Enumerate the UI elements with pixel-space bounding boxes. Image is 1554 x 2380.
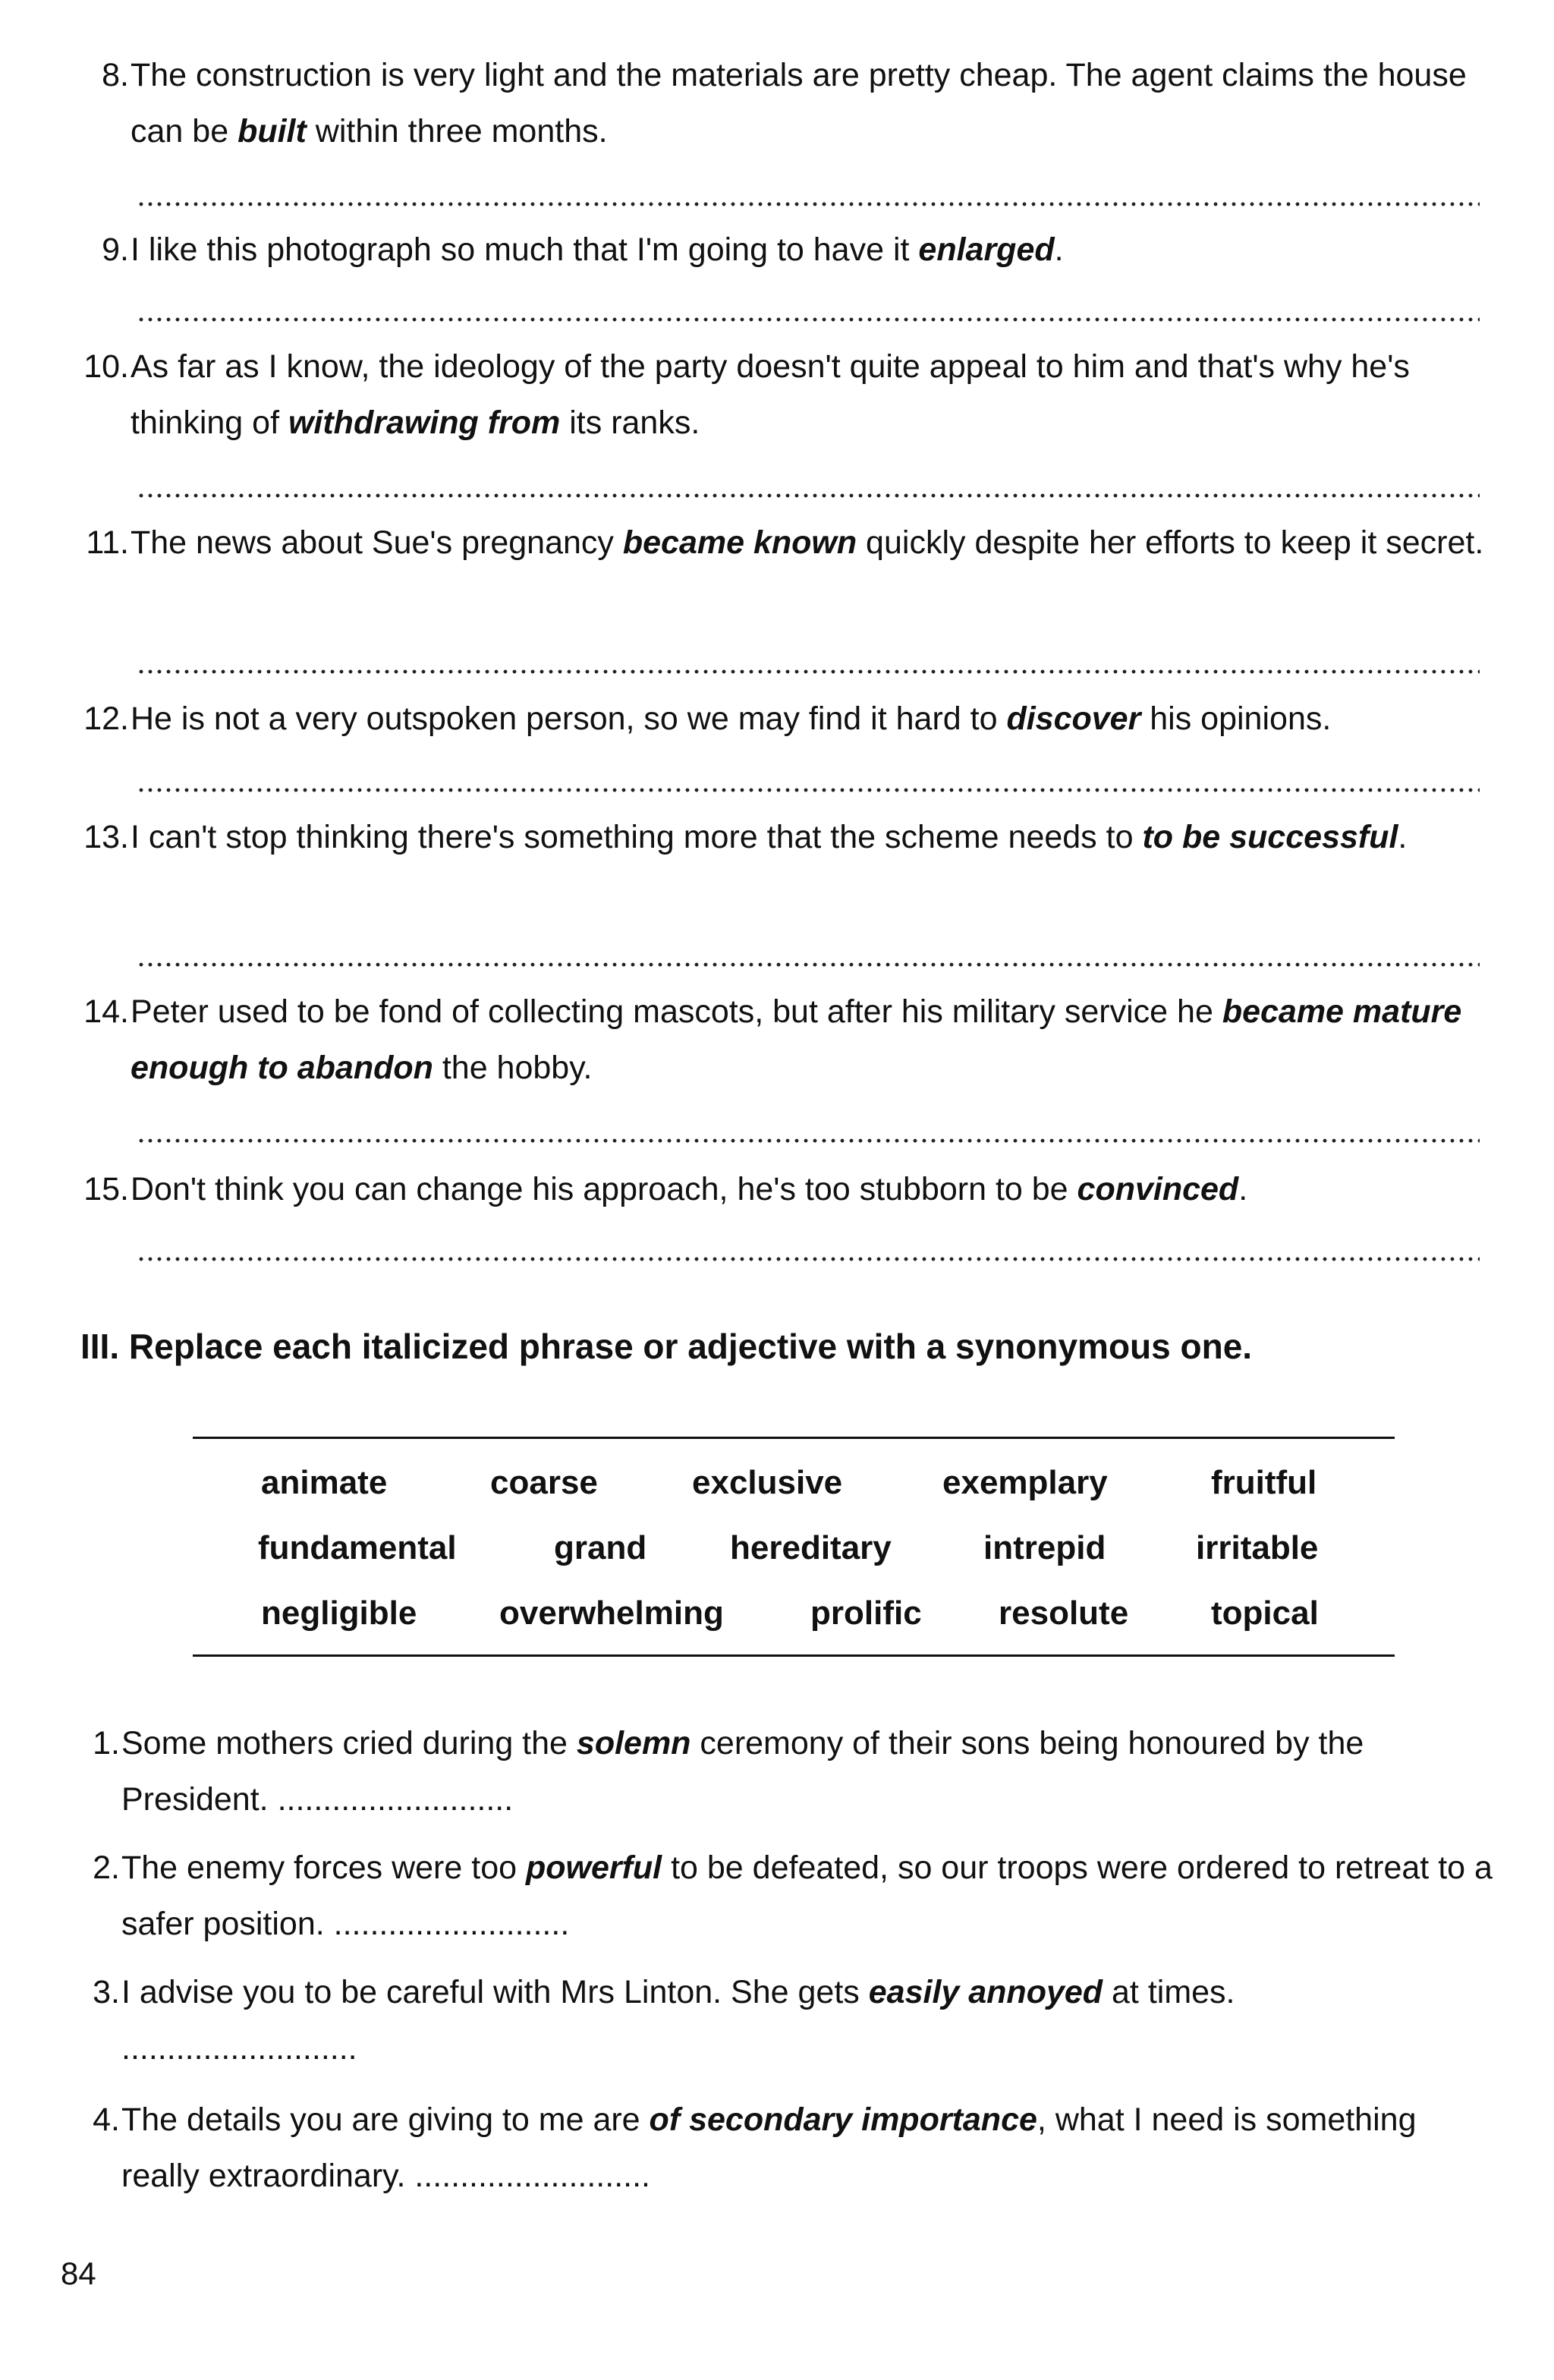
item-text: The construction is very light and the materials are pretty cheap. The agent claims the house can be: [131, 57, 1467, 150]
word-box-word: fruitful: [1211, 1464, 1317, 1501]
word-box-word: coarse: [490, 1464, 598, 1501]
item-emphasis: enlarged: [918, 231, 1055, 268]
exercise-iii-item-1: [82, 1715, 1501, 1828]
item-text: I like this photograph so much that I'm going to have it: [131, 231, 919, 268]
exercise-item-9: [91, 222, 1495, 278]
item-emphasis: withdrawing from: [288, 405, 561, 441]
item-emphasis: easily annoyed: [868, 1974, 1103, 2010]
exercise-item-15: [83, 1161, 1495, 1217]
answer-line[interactable]: ..........................: [277, 1781, 514, 1818]
exercise-iii-item-3: [82, 1964, 1501, 2076]
answer-line-12[interactable]: [137, 786, 1480, 794]
answer-line-13[interactable]: [137, 961, 1480, 968]
item-number: 13.: [83, 819, 129, 855]
word-box-word: irritable: [1196, 1529, 1319, 1566]
item-text-end: , what I need is something really extraordinary.: [121, 2101, 1417, 2194]
answer-line-8[interactable]: [137, 200, 1480, 208]
answer-line-10[interactable]: [137, 492, 1480, 499]
exercise-item-13: [83, 809, 1495, 865]
item-text: He is not a very outspoken person, so we may find it hard to: [131, 700, 1007, 737]
item-emphasis: convinced: [1077, 1171, 1239, 1207]
item-text-end: ceremony of their sons being honoured by the President.: [121, 1725, 1364, 1818]
item-text-end: at times.: [1103, 1974, 1235, 2010]
word-box-top-rule: [193, 1437, 1395, 1439]
item-number: 9.: [102, 231, 129, 268]
word-box-word: exemplary: [942, 1464, 1108, 1501]
item-number: 1.: [93, 1725, 120, 1761]
item-text-end: within three months.: [306, 113, 608, 150]
word-box-bottom-rule: [193, 1654, 1395, 1657]
item-emphasis: of secondary importance: [649, 2101, 1037, 2138]
answer-line-11[interactable]: [137, 668, 1480, 675]
word-box-word: prolific: [810, 1595, 922, 1632]
item-number: 15.: [83, 1171, 129, 1207]
item-text-end: .: [1238, 1171, 1248, 1207]
item-emphasis: built: [238, 113, 307, 150]
word-box-word: intrepid: [983, 1529, 1106, 1566]
item-text-end: quickly despite her efforts to keep it secret.: [857, 524, 1484, 561]
word-box-word: negligible: [261, 1595, 417, 1632]
item-text: Some mothers cried during the: [121, 1725, 577, 1761]
exercise-item-11: [86, 515, 1495, 571]
answer-line-15[interactable]: [137, 1255, 1480, 1263]
word-box-word: animate: [261, 1464, 388, 1501]
section-iii-heading: III. Replace each italicized phrase or adjective with a synonymous one.: [80, 1327, 1253, 1366]
page-number: 84: [61, 2256, 96, 2291]
item-emphasis: powerful: [525, 1850, 662, 1886]
word-box-word: exclusive: [692, 1464, 843, 1501]
item-text: Don't think you can change his approach, he's too stubborn to be: [131, 1171, 1077, 1207]
item-text-end: its ranks.: [560, 405, 700, 441]
answer-line-14[interactable]: [137, 1137, 1480, 1144]
exercise-item-14: [83, 984, 1495, 1096]
exercise-iii-item-4: [82, 2092, 1501, 2204]
exercise-iii-item-2: [82, 1840, 1501, 1952]
item-number: 4.: [93, 2101, 120, 2138]
word-box-word: hereditary: [730, 1529, 892, 1566]
item-text-end: .: [1398, 819, 1408, 855]
answer-line-9[interactable]: [137, 316, 1480, 323]
item-number: 2.: [93, 1850, 120, 1886]
answer-line[interactable]: ..........................: [121, 2030, 357, 2067]
exercise-item-10: [83, 338, 1495, 451]
item-text-end: to be defeated, so our troops were ordered to retreat to a safer position.: [121, 1850, 1493, 1942]
item-number: 12.: [83, 700, 129, 737]
answer-line[interactable]: ..........................: [414, 2158, 650, 2194]
item-text: As far as I know, the ideology of the party doesn't quite appeal to him and that's why he's thinking of: [131, 348, 1410, 441]
word-box-word: topical: [1211, 1595, 1319, 1632]
item-emphasis: became known: [622, 524, 857, 561]
item-number: 8.: [102, 57, 129, 93]
item-text: I advise you to be careful with Mrs Linton. She gets: [121, 1974, 869, 2010]
item-text: The enemy forces were too: [121, 1850, 526, 1886]
item-number: 3.: [93, 1974, 120, 2010]
item-text: The details you are giving to me are: [121, 2101, 650, 2138]
item-text: The news about Sue's pregnancy: [131, 524, 623, 561]
item-text: I can't stop thinking there's something more that the scheme needs to: [131, 819, 1143, 855]
item-text-end: his opinions.: [1140, 700, 1332, 737]
exercise-item-12: [83, 691, 1495, 747]
item-emphasis: became mature enough to abandon: [131, 993, 1462, 1086]
word-box-word: resolute: [999, 1595, 1129, 1632]
item-text-end: .: [1054, 231, 1064, 268]
word-box-word: overwhelming: [499, 1595, 724, 1632]
exercise-item-8: [91, 47, 1495, 159]
item-emphasis: discover: [1006, 700, 1141, 737]
item-emphasis: to be successful: [1142, 819, 1398, 855]
item-number: 11.: [86, 524, 129, 561]
item-number: 10.: [83, 348, 129, 385]
item-text: Peter used to be fond of collecting mascots, but after his military service he: [131, 993, 1222, 1030]
word-box-word: grand: [554, 1529, 647, 1566]
item-emphasis: solemn: [576, 1725, 691, 1761]
item-text-end: the hobby.: [433, 1050, 593, 1086]
answer-line[interactable]: ..........................: [333, 1906, 570, 1942]
item-number: 14.: [83, 993, 129, 1030]
word-box-word: fundamental: [258, 1529, 457, 1566]
